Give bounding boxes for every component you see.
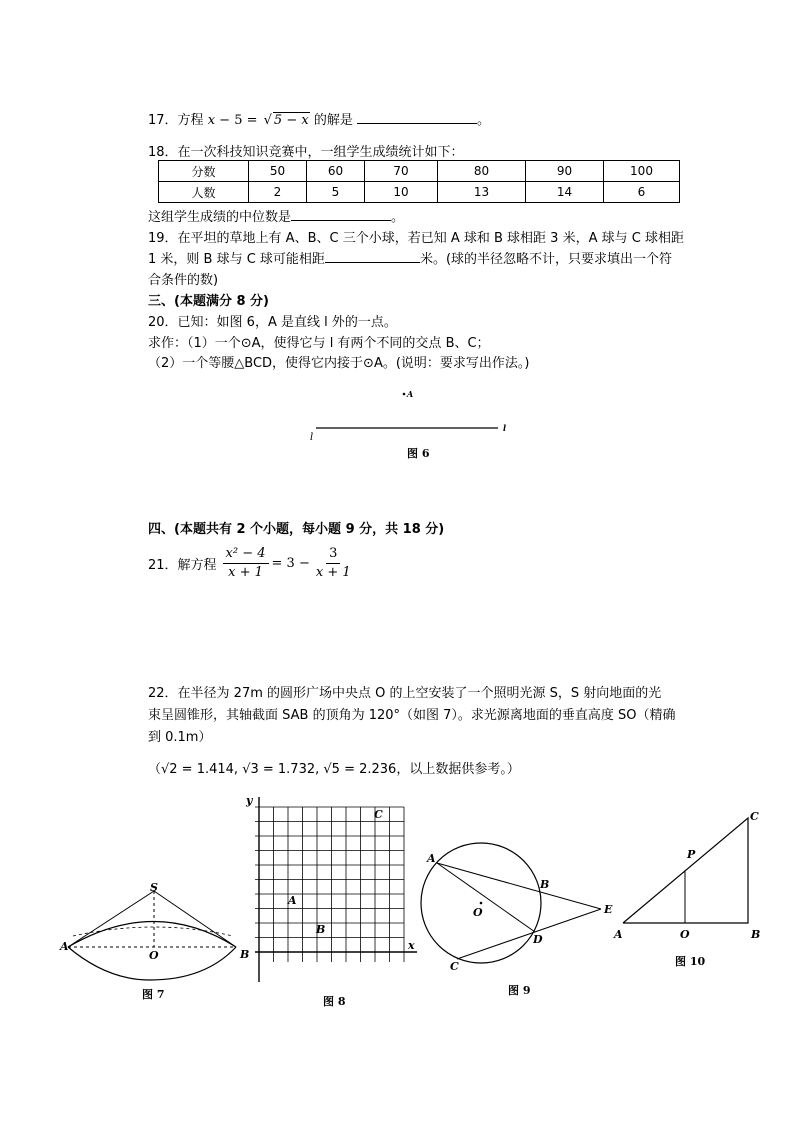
q17-radicand: 5 − x — [273, 113, 309, 128]
fig6-label-l-left: l — [310, 432, 314, 443]
table-cell: 60 — [307, 161, 365, 182]
table-header-cell: 分数 — [159, 161, 249, 182]
q19-line2-a: 1 米，则 B 球与 C 球可能相距 — [148, 252, 325, 267]
question-18-intro: 18．在一次科技知识竞赛中，一组学生成绩统计如下： — [148, 145, 464, 160]
q18-median-text: 这组学生成绩的中位数是 — [148, 210, 292, 225]
q20-line3: （2）一个等腰△BCD，使得它内接于⊙A。(说明：要求写出作法。) — [148, 356, 530, 371]
q22-line3: 到 0.1m） — [148, 730, 212, 745]
fig9-label-b: B — [540, 878, 550, 891]
q19-line1: 19．在平坦的草地上有 A、B、C 三个小球，若已知 A 球和 B 球相距 3 米，A 球与 C 球相距 — [148, 231, 684, 246]
q21-label: 21．解方程 — [148, 558, 217, 573]
table-cell: 80 — [438, 161, 526, 182]
figure-9 — [415, 840, 620, 1000]
q21-numerator-1: x² − 4 — [223, 546, 269, 564]
q21-denominator-2: x + 1 — [315, 565, 351, 580]
q17-op: − 5 = — [215, 113, 262, 128]
table-cell: 10 — [365, 182, 438, 203]
fig10-label-c: C — [750, 810, 759, 823]
q22-line2: 束呈圆锥形，其轴截面 SAB 的顶角为 120°（如图 7）。求光源离地面的垂直高度 SO（精确 — [148, 708, 676, 723]
fig9-label-a: A — [427, 852, 436, 865]
figure-10 — [605, 800, 775, 975]
q17-suffix: 的解是 — [313, 113, 353, 128]
fig9-label-e: E — [604, 903, 613, 916]
table-cell: 6 — [604, 182, 680, 203]
point-a-dot — [403, 393, 406, 396]
q21-fraction-1 — [223, 546, 269, 581]
q21-fraction-2 — [313, 546, 354, 581]
fig7-label-a: A — [60, 940, 69, 953]
fig6-label-l-right: l — [503, 423, 507, 433]
question-17 — [148, 109, 490, 128]
table-cell: 70 — [365, 161, 438, 182]
q17-answer-blank[interactable] — [357, 110, 477, 124]
fig7-label-s: S — [150, 881, 158, 894]
table-cell: 100 — [604, 161, 680, 182]
q20-line1: 20．已知：如图 6，A 是直线 l 外的一点。 — [148, 315, 397, 330]
fig7-label-b: B — [240, 948, 250, 961]
table-cell: 13 — [438, 182, 526, 203]
q22-reference: （√2 = 1.414, √3 = 1.732, √5 = 2.236，以上数据供参考。） — [148, 762, 520, 777]
fig8-label-c: C — [374, 808, 383, 821]
q22-line1: 22．在半径为 27m 的圆形广场中央点 O 的上空安装了一个照明光源 S，S 射向地面的光 — [148, 686, 662, 701]
fig10-label-p: P — [687, 848, 696, 861]
q18-answer-blank[interactable] — [291, 207, 391, 221]
table-row — [159, 182, 680, 203]
question-18-median — [148, 206, 404, 225]
fig9-caption: 图 9 — [508, 984, 531, 997]
fig9-label-c: C — [450, 960, 459, 973]
q19-line2 — [148, 248, 672, 267]
section-4-title: 四、(本题共有 2 个小题，每小题 9 分，共 18 分) — [148, 522, 445, 537]
table-cell: 5 — [307, 182, 365, 203]
table-header-cell: 人数 — [159, 182, 249, 203]
section-3-title: 三、(本题满分 8 分) — [148, 294, 269, 309]
fig7-caption: 图 7 — [142, 988, 165, 1001]
table-cell: 2 — [249, 182, 307, 203]
q18-end: 。 — [391, 210, 405, 225]
q17-equation — [208, 113, 314, 128]
q19-line2-b: 米。(球的半径忽略不计，只要求填出一个符 — [419, 252, 673, 267]
q19-answer-blank[interactable] — [325, 249, 420, 263]
figure-6 — [300, 382, 520, 462]
q21-numerator-2: 3 — [326, 546, 340, 564]
fig8-label-a: A — [288, 894, 297, 907]
question-21 — [148, 546, 357, 581]
figure-8 — [240, 792, 425, 1012]
fig6-label-a: A — [407, 389, 414, 399]
fig9-label-d: D — [533, 933, 543, 946]
score-table — [158, 160, 680, 203]
q21-denominator-1: x + 1 — [228, 565, 263, 580]
fig10-label-o: O — [680, 928, 690, 941]
fig8-label-x: x — [408, 939, 415, 952]
fig10-label-b: B — [751, 928, 761, 941]
fig10-caption: 图 10 — [675, 955, 706, 968]
q21-equals: = 3 − — [271, 556, 310, 571]
q17-label: 17．方程 — [148, 113, 204, 128]
figure-7 — [55, 880, 255, 1000]
fig9-label-o: O — [473, 906, 483, 919]
fig10-label-a: A — [614, 928, 623, 941]
fig8-caption: 图 8 — [323, 995, 346, 1008]
table-row — [159, 161, 680, 182]
q17-lhs: x — [207, 113, 216, 128]
q17-end: 。 — [476, 113, 490, 128]
fig8-label-b: B — [316, 923, 326, 936]
q20-line2: 求作：（1）一个⊙A，使得它与 l 有两个不同的交点 B、C； — [148, 336, 490, 351]
q19-line3: 合条件的数) — [148, 273, 219, 288]
fig6-caption: 图 6 — [407, 447, 430, 460]
fig7-label-o: O — [149, 949, 159, 962]
table-cell: 90 — [526, 161, 604, 182]
sqrt-icon: √ — [263, 113, 272, 128]
table-cell: 50 — [249, 161, 307, 182]
table-cell: 14 — [526, 182, 604, 203]
fig8-label-y: y — [246, 794, 253, 807]
